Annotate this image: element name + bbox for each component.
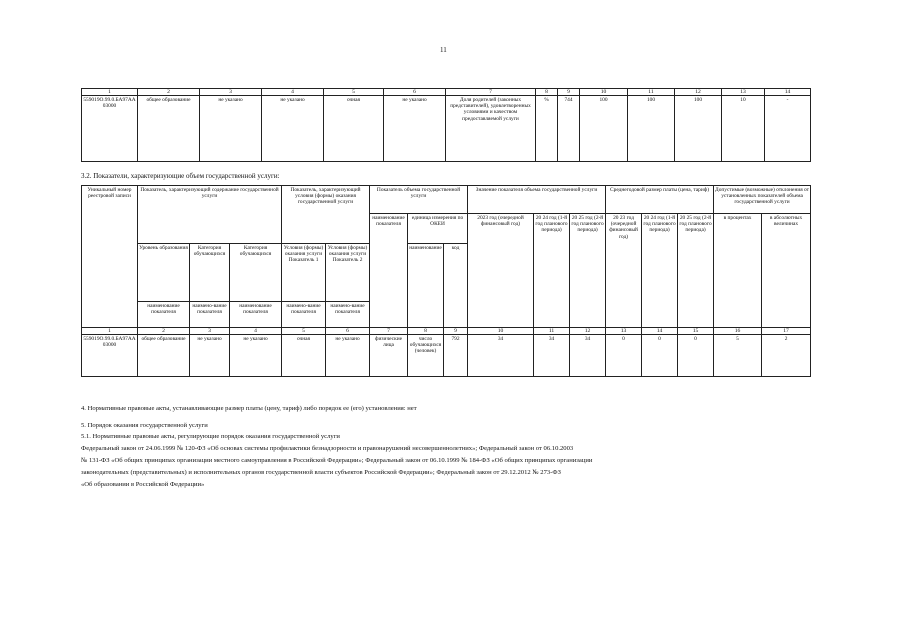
header-volume-values: Значение показателя объема государственной услуги [468,186,606,214]
table-cell: 744 [558,96,580,162]
header-sub-name: наимено-вание показателя [326,302,370,328]
col-num: 6 [326,328,370,335]
col-num: 11 [534,328,570,335]
col-num: 10 [468,328,534,335]
table-cell: не указано [384,96,446,162]
header-student-category-1: Категория обучающихся [190,244,230,302]
header-average-price: Среднегодовой размер платы (цена, тариф) [606,186,714,214]
header-price-2025: 20 25 год (2-й год планового периода) [678,214,714,328]
law-line-3: законодательных (представительных) и исполнительных органов государственной власти субъектов Российской Федерации»; Федеральный закон от 29.12.2012 № 273-ФЗ [81,469,561,476]
col-num: 4 [230,328,282,335]
col-num: 7 [370,328,408,335]
col-num: 13 [722,89,765,96]
table-cell: очная [324,96,384,162]
volume-indicators-table [81,185,811,377]
table-cell: физические лица [370,335,408,377]
header-unique-number: Уникальный номер реестровой записи [82,186,138,328]
col-num: 17 [762,328,811,335]
col-num: 14 [765,89,811,96]
section-5-heading: 5. Порядок оказания государственной услуги [81,422,208,429]
table-cell: не указано [230,335,282,377]
header-sub-name: наимено-вание показателя [190,302,230,328]
law-line-2: № 131-ФЗ «Об общих принципах организации местного самоуправления в Российской Федерации»; Федеральный закон от 06.10.1999 № 184-ФЗ «Об общих принципах организации [81,457,593,464]
table-cell: 792 [444,335,468,377]
col-num: 12 [675,89,722,96]
col-num: 12 [570,328,606,335]
col-num: 3 [190,328,230,335]
header-sub-name: наименование показателя [230,302,282,328]
table-cell: не указано [200,96,262,162]
table-cell: 559019О.99.0.БА97АА03000 [82,96,138,162]
header-content-indicator: Показатель, характеризующий содержание государственной услуги [138,186,282,244]
header-allowed-deviation: Допустимые (возможные) отклонения от установленных показателей объема государственной услуги [714,186,811,214]
law-line-4: «Об образовании в Российской Федерации» [81,481,205,488]
table-cell: общее образование [138,96,200,162]
col-num: 5 [324,89,384,96]
table-cell: очная [282,335,326,377]
header-education-level: Уровень образования [138,244,190,302]
table-cell: общее образование [138,335,190,377]
table-cell: не указано [262,96,324,162]
col-num: 8 [408,328,444,335]
table-cell: не указано [190,335,230,377]
col-num: 11 [628,89,675,96]
table-cell: 10 [722,96,765,162]
table-cell: - [765,96,811,162]
table-cell: 2 [762,335,811,377]
header-percent: в процентах [714,214,762,328]
table-cell: не указано [326,335,370,377]
section-heading-3-2: 3.2. Показатели, характеризующие объем государственной услуги: [81,172,280,180]
section-4-text: 4. Нормативные правовые акты, устанавливающие размер платы (цену, тариф) либо порядок ее (его) установления: нет [81,405,417,412]
header-conditions-indicator: Показатель, характеризующий условия (формы) оказания государственной услуги [282,186,370,244]
col-num: 3 [200,89,262,96]
header-year-2024: 20 24 год (1-й год планового периода) [534,214,570,328]
table-cell: 34 [468,335,534,377]
table-cell: 100 [675,96,722,162]
table-cell: 0 [678,335,714,377]
section-5-1-heading: 5.1. Нормативные правовые акты, регулирующие порядок оказания государственной услуги [81,433,340,440]
col-num: 1 [82,89,138,96]
header-condition-2: Условия (формы) оказания услуги Показатель 2 [326,244,370,302]
header-absolute: в абсолютных величинах [762,214,811,328]
header-indicator-name: наименование показателя [370,214,408,328]
table-cell: 0 [606,335,642,377]
table-cell: 5 [714,335,762,377]
table-cell: 0 [642,335,678,377]
col-num: 9 [558,89,580,96]
col-num: 8 [536,89,558,96]
page-number: 11 [440,46,447,54]
col-num: 2 [138,89,200,96]
header-unit-code: код [444,244,468,328]
table-cell: 34 [534,335,570,377]
table-row [82,335,811,377]
col-num: 7 [446,89,536,96]
table-cell: % [536,96,558,162]
col-num: 2 [138,328,190,335]
header-sub-name: наименование показателя [138,302,190,328]
table-cell: число обучающихся (человек) [408,335,444,377]
header-unit: единица измерения по ОКЕИ [408,214,468,244]
header-student-category-2: Категория обучающихся [230,244,282,302]
header-volume-indicator: Показатель объема государственной услуги [370,186,468,214]
header-year-2023: 2023 год (очередной финансовый год) [468,214,534,328]
col-num: 14 [642,328,678,335]
table-cell: 100 [580,96,628,162]
col-num: 9 [444,328,468,335]
column-number-row [82,328,811,335]
header-sub-name: наимено-вание показателя [282,302,326,328]
quality-indicators-table [81,88,811,162]
table-cell: 100 [628,96,675,162]
header-year-2025: 20 25 год (2-й год планового периода) [570,214,606,328]
header-price-2024: 20 24 год (1-й год планового периода) [642,214,678,328]
table-cell: 34 [570,335,606,377]
col-num: 13 [606,328,642,335]
col-num: 10 [580,89,628,96]
header-price-2023: 20 23 год (очередной финансовый год) [606,214,642,328]
table-cell: Доля родителей (законных представителей), удовлетворенных условиями и качеством предоставляемой услуги [446,96,536,162]
col-num: 5 [282,328,326,335]
header-unit-name: наименование [408,244,444,328]
column-number-row [82,89,811,96]
law-line-1: Федеральный закон от 24.06.1999 № 120-ФЗ «Об основах системы профилактики безнадзорности и правонарушений несовершеннолетних»; Федеральный закон от 06.10.2003 [81,445,574,452]
table-cell: 559019О.99.0.БА97АА03000 [82,335,138,377]
col-num: 1 [82,328,138,335]
table-row [82,96,811,162]
header-condition-1: Условия (формы) оказания услуги Показатель 1 [282,244,326,302]
col-num: 16 [714,328,762,335]
col-num: 6 [384,89,446,96]
col-num: 15 [678,328,714,335]
col-num: 4 [262,89,324,96]
